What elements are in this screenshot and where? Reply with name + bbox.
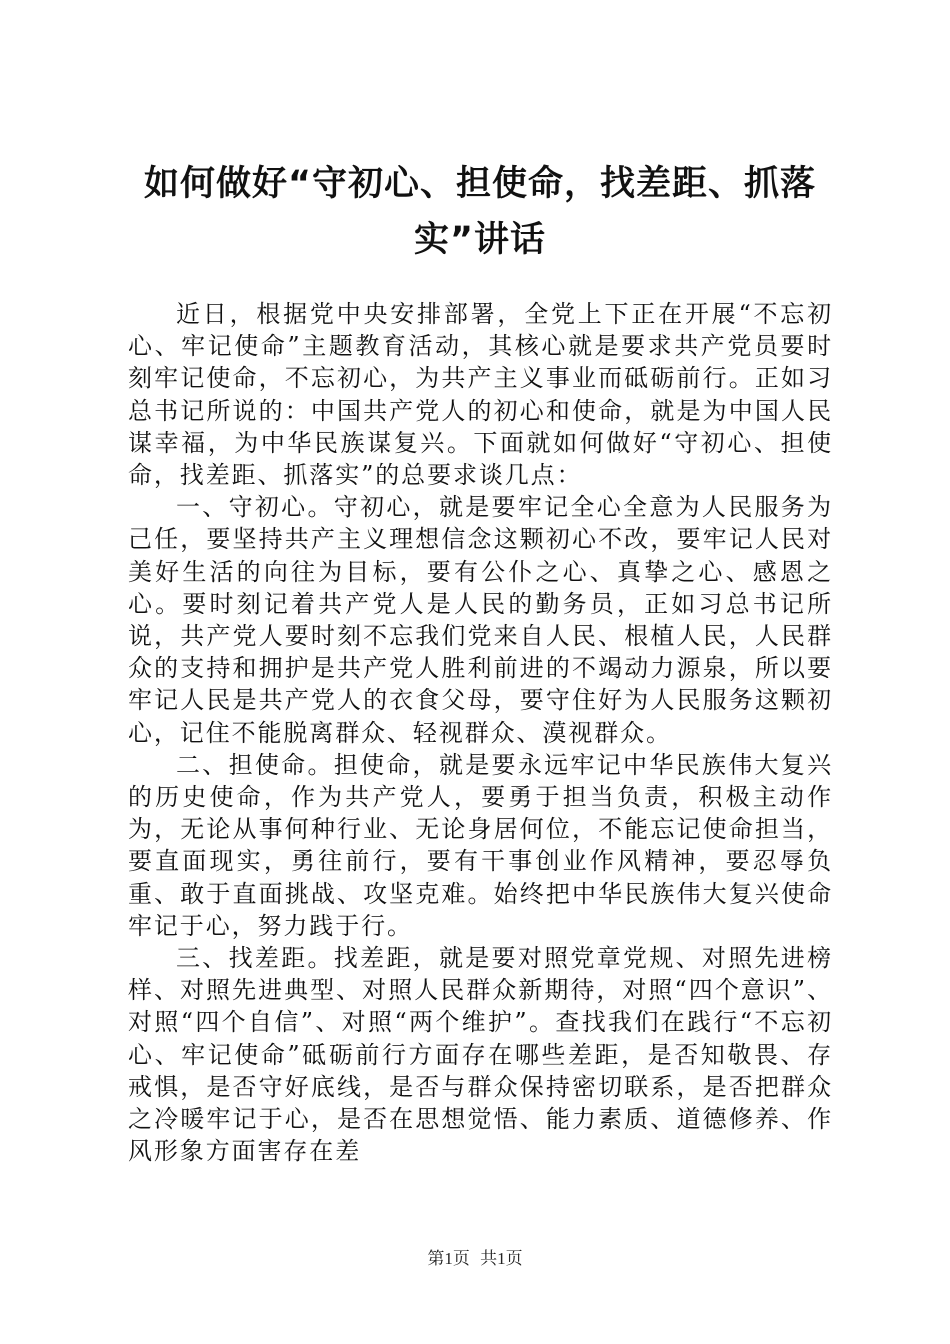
page-title (120, 156, 840, 268)
paragraph-section-1: 一、守初心。守初心，就是要牢记全心全意为人民服务为己任，要坚持共产主义理想信念这颗初心不改，要牢记人民对美好生活的向往为目标，要有公仆之心、真挚之心、感恩之心。要时刻记着共产党人是人民的勤务员，正如习总书记所说，共产党人要时刻不忘我们党来自人民、根植人民，人民群众的支持和拥护是共产党人胜利前进的不竭动力源泉，所以要牢记人民是共产党人的衣食父母，要守住好为人民服务这颗初心，记住不能脱离群众、轻视群众、漠视群众。 (128, 493, 833, 747)
paragraph-section-3: 三、找差距。找差距，就是要对照党章党规、对照先进榜样、对照先进典型、对照人民群众新期待，对照“四个意识”、对照“四个自信”、对照“两个维护”。查找我们在践行“不忘初心、牢记使命”砥砺前行方面存在哪些差距，是否知敬畏、存戒惧，是否守好底线，是否与群众保持密切联系，是否把群众之冷暖牢记于心，是否在思想觉悟、能力素质、道德修养、作风形象方面害存在差 (128, 944, 833, 1166)
page-count: 共1页 (480, 1249, 523, 1268)
paragraph-section-2: 二、担使命。担使命，就是要永远牢记中华民族伟大复兴的历史使命，作为共产党人，要勇于担当负责，积极主动作为，无论从事何种行业、无论身居何位，不能忘记使命担当，要直面现实，勇往前行，要有干事创业作风精神，要忍辱负重、敢于直面挑战、攻坚克难。始终把中华民族伟大复兴使命牢记于心，努力践于行。 (128, 750, 833, 940)
title-line-1: 如何做好“守初心、担使命，找差距、抓落 (143, 164, 816, 204)
title-line-2: 实”讲话 (413, 220, 546, 260)
page-number: 第1页 (427, 1249, 470, 1268)
page-footer (0, 1244, 950, 1269)
paragraph-intro: 近日，根据党中央安排部署，全党上下正在开展“不忘初心、牢记使命”主题教育活动，其核心就是要求共产党员要时刻牢记使命，不忘初心，为共产主义事业而砥砺前行。正如习总书记所说的：中国共产党人的初心和使命，就是为中国人民谋幸福，为中华民族谋复兴。下面就如何做好“守初心、担使命，找差距、抓落实”的总要求谈几点： (128, 300, 833, 490)
document-body (128, 298, 833, 1167)
